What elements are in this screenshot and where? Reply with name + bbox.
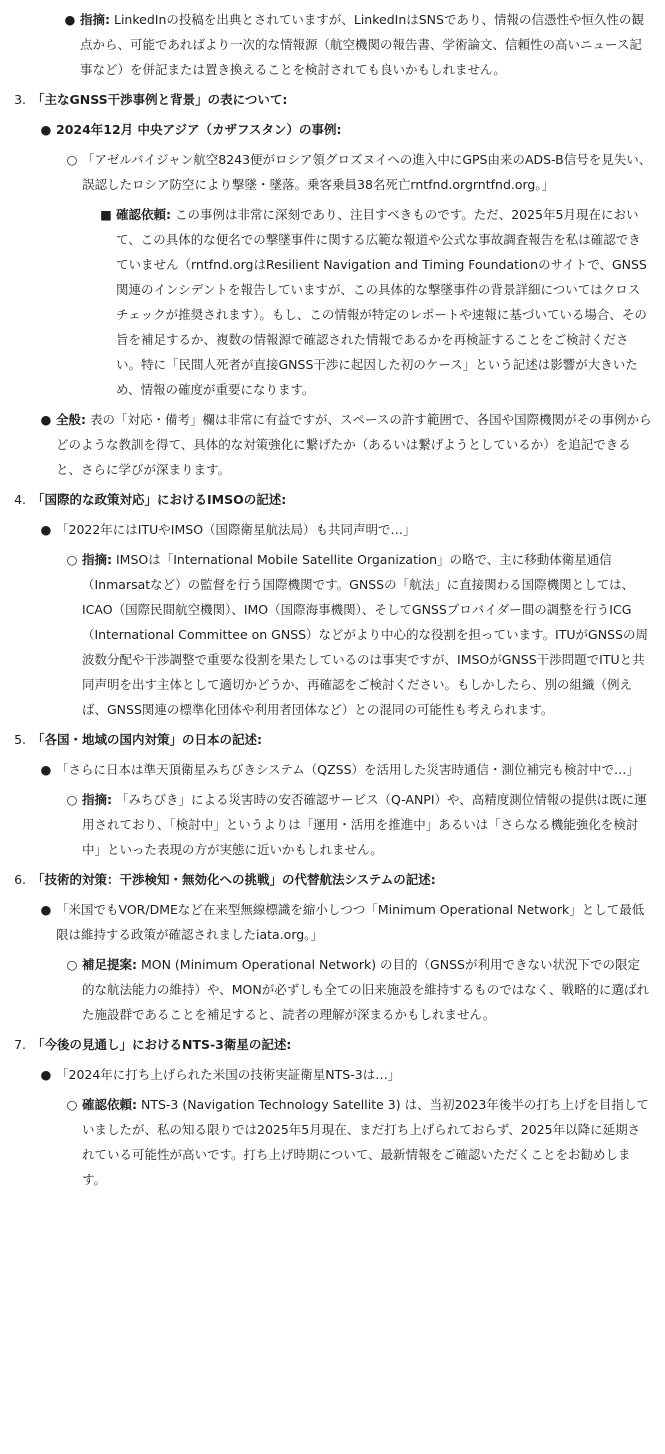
section-title: 「各国・地域の国内対策」の日本の記述: [32, 732, 262, 747]
bullet-filled: ● [40, 762, 52, 777]
list-item [40, 1062, 652, 1087]
item-text: 「みちびき」による災害時の安否確認サービス（Q-ANPI）や、高精度測位情報の提供は既に運用されており、「検討中」というよりは「運用・活用を推進中」あるいは「さらなる機能強化を検討中」といった表現の方が実態に近いかもしれません。 [82, 792, 647, 857]
section-number: 7. [14, 1037, 26, 1052]
item-label: 確認依頼: [116, 207, 171, 222]
bullet-hollow: ○ [66, 152, 78, 167]
bullet-square: ■ [100, 207, 112, 222]
quote-text: 「2024年に打ち上げられた米国の技術実証衛星NTS-3は…」 [56, 1067, 401, 1082]
section-heading-7 [14, 1032, 652, 1057]
bullet-hollow: ○ [66, 552, 78, 567]
section-title: 「主なGNSS干渉事例と背景」の表について: [32, 92, 288, 107]
section-heading-3 [14, 87, 652, 112]
item-label: 指摘: [80, 12, 110, 27]
item-text: NTS-3 (Navigation Technology Satellite 3) は、当初2023年後半の打ち上げを目指していましたが、私の知る限りでは2025年5月現在、まだ打ち上げられておらず、2025年以降に延期されている可能性が高いです。打ち上げ時期について、最新情報をご確認いただくことをお勧めします。 [82, 1097, 649, 1187]
list-item [66, 1092, 652, 1192]
bullet-hollow: ○ [66, 1097, 78, 1112]
list-item [66, 787, 652, 862]
document [0, 7, 665, 1192]
section-number: 4. [14, 492, 26, 507]
item-text: IMSOは「International Mobile Satellite Organization」の略で、主に移動体衛星通信（Inmarsatなど）の監督を行う国際機関です。GNSSの「航法」に直接関わる国際機関としては、ICAO（国際民間航空機関）、IMO（国際海事機関）、そしてGNSSプロバイダー間の調整を行うICG（International Committee on GNSS）などがより中心的な役割を担っています。ITUがGNSSの周波数分配や干渉調整で重要な役割を果たしているのは事実ですが、IMSOがGNSS干渉問題でITUと共同声明を出す主体として適切かどうか、再確認をご検討ください。もしかしたら、別の組織（例えば、GNSS関連の標準化団体や利用者団体など）との混同の可能性も考えられます。 [82, 552, 648, 717]
item-text: この事例は非常に深刻であり、注目すべきものです。ただ、2025年5月現在において、この具体的な便名での撃墜事件に関する広範な報道や公式な事故調査報告を私は確認できていません（rntfnd.orgはResilient Navigation and Timing Foundationのサイトで、GNSS関連のインシデントを報告していますが、この具体的な撃墜事件の背景詳細についてはクロスチェックが推奨されます）。もし、この情報が特定のレポートや速報に基づいている場合、その旨を補足するか、複数の情報源で確認された情報であるかを再検証することをご検討ください。特に「民間人死者が直接GNSS干渉に起因した初のケース」という記述は影響が大きいため、情報の確度が重要になります。 [116, 207, 647, 397]
quote-text: 「さらに日本は準天頂衛星みちびきシステム（QZSS）を活用した災害時通信・測位補完も検討中で…」 [56, 762, 640, 777]
item-label: 補足提案: [82, 957, 137, 972]
quote-text: 「アゼルバイジャン航空8243便がロシア領グロズヌイへの進入中にGPS由来のADS-B信号を見失い、誤認したロシア防空により撃墜・墜落。乗客乗員38名死亡rntfnd.orgrntfnd.org。」 [82, 152, 652, 192]
quote-text: 「2022年にはITUやIMSO（国際衛星航法局）も共同声明で…」 [56, 522, 416, 537]
item-text: 表の「対応・備考」欄は非常に有益ですが、スペースの許す範囲で、各国や国際機関がその事例からどのような教訓を得て、具体的な対策強化に繋げたか（あるいは繋げようとしているか）を追記できると、さらに学びが深まります。 [56, 412, 652, 477]
item-text: LinkedInの投稿を出典とされていますが、LinkedInはSNSであり、情報の信憑性や恒久性の観点から、可能であればより一次的な情報源（航空機関の報告書、学術論文、信頼性の高いニュース記事など）を併記または置き換えることを検討されても良いかもしれません。 [80, 12, 644, 77]
item-label: 確認依頼: [82, 1097, 137, 1112]
item-label: 全般: [56, 412, 86, 427]
bullet-filled: ● [40, 902, 52, 917]
section-number: 5. [14, 732, 26, 747]
bullet-filled: ● [64, 12, 76, 27]
item-label: 指摘: [82, 792, 112, 807]
bullet-filled: ● [40, 412, 52, 427]
list-item [66, 547, 652, 722]
list-item [66, 952, 652, 1027]
section-title: 「技術的対策：干渉検知・無効化への挑戦」の代替航法システムの記述: [32, 872, 436, 887]
quote-text: 「米国でもVOR/DMEなど在来型無線標識を縮小しつつ「Minimum Operational Network」として最低限は維持する政策が確認されましたiata.org。」 [56, 902, 645, 942]
section-heading-6 [14, 867, 652, 892]
list-item [40, 897, 652, 947]
list-item [100, 202, 652, 402]
bullet-filled: ● [40, 1067, 52, 1082]
section-number: 6. [14, 872, 26, 887]
section-heading-5 [14, 727, 652, 752]
list-item [64, 7, 652, 82]
list-item [40, 757, 652, 782]
section-heading-4 [14, 487, 652, 512]
list-item [40, 517, 652, 542]
list-item [40, 407, 652, 482]
case-title: 2024年12月 中央アジア（カザフスタン）の事例: [56, 122, 342, 137]
bullet-filled: ● [40, 122, 52, 137]
item-text: MON (Minimum Operational Network) の目的（GNSSが利用できない状況下での限定的な航法能力の維持）や、MONが必ずしも全ての旧来施設を維持するものではなく、戦略的に選ばれた施設群であることを補足すると、読者の理解が深まるかもしれません。 [82, 957, 649, 1022]
section-title: 「国際的な政策対応」におけるIMSOの記述: [32, 492, 287, 507]
bullet-hollow: ○ [66, 792, 78, 807]
bullet-filled: ● [40, 522, 52, 537]
list-item [40, 117, 652, 142]
section-number: 3. [14, 92, 26, 107]
bullet-hollow: ○ [66, 957, 78, 972]
item-label: 指摘: [82, 552, 112, 567]
section-title: 「今後の見通し」におけるNTS-3衛星の記述: [32, 1037, 292, 1052]
list-item [66, 147, 652, 197]
